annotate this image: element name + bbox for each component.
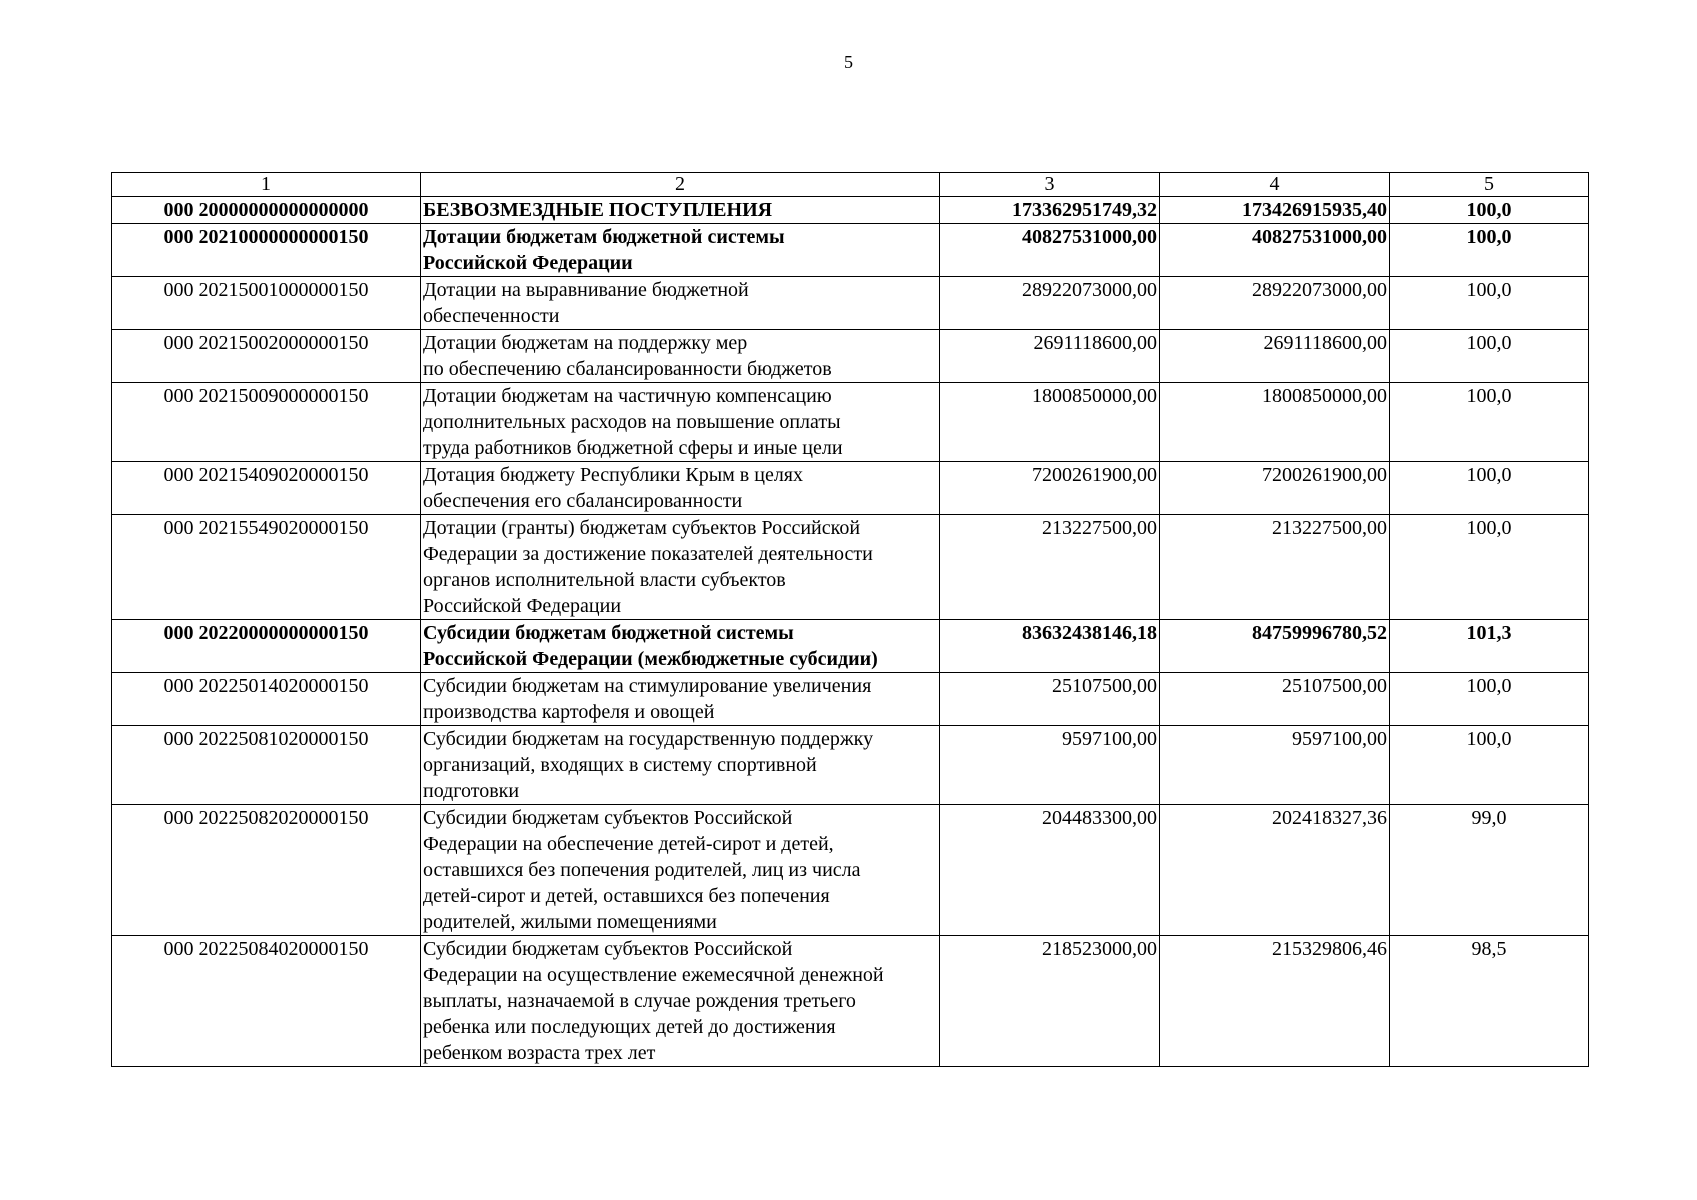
- planned-amount-cell: 2691118600,00: [940, 330, 1160, 383]
- revenue-name-line: по обеспечению сбалансированности бюджетов: [423, 358, 832, 380]
- revenue-name-line: производства картофеля и овощей: [423, 701, 715, 723]
- table-row: [112, 197, 1589, 224]
- budget-code-cell: 000 20210000000000150: [112, 224, 421, 277]
- revenue-name-line: Субсидии бюджетам субъектов Российской: [423, 938, 793, 960]
- execution-percent-cell: 100,0: [1390, 462, 1589, 515]
- planned-amount-cell: 213227500,00: [940, 515, 1160, 620]
- actual-amount-cell: 213227500,00: [1160, 515, 1390, 620]
- revenue-name-line: детей-сирот и детей, оставшихся без попечения: [423, 885, 830, 907]
- table-row: [112, 620, 1589, 673]
- budget-revenue-table: [111, 172, 1589, 1067]
- table-row: [112, 330, 1589, 383]
- table-row: [112, 383, 1589, 462]
- revenue-name-line: Дотации бюджетам на частичную компенсацию: [423, 385, 832, 407]
- actual-amount-cell: 1800850000,00: [1160, 383, 1390, 462]
- planned-amount-cell: 1800850000,00: [940, 383, 1160, 462]
- budget-code-cell: 000 20215409020000150: [112, 462, 421, 515]
- revenue-name-line: Федерации на обеспечение детей-сирот и детей,: [423, 833, 834, 855]
- revenue-name-cell: [421, 277, 940, 330]
- actual-amount-cell: 7200261900,00: [1160, 462, 1390, 515]
- budget-code-cell: 000 20225081020000150: [112, 726, 421, 805]
- execution-percent-cell: 100,0: [1390, 330, 1589, 383]
- revenue-name-cell: [421, 197, 940, 224]
- budget-code-cell: 000 20215002000000150: [112, 330, 421, 383]
- budget-code-cell: 000 20225082020000150: [112, 805, 421, 936]
- revenue-name-line: организаций, входящих в систему спортивной: [423, 754, 817, 776]
- revenue-name-line: Российской Федерации: [423, 595, 622, 617]
- actual-amount-cell: 84759996780,52: [1160, 620, 1390, 673]
- execution-percent-cell: 100,0: [1390, 383, 1589, 462]
- revenue-name-line: Дотации бюджетам бюджетной системы: [423, 226, 785, 248]
- table-row: [112, 277, 1589, 330]
- revenue-name-cell: [421, 383, 940, 462]
- revenue-name-line: Субсидии бюджетам бюджетной системы: [423, 622, 794, 644]
- revenue-name-line: органов исполнительной власти субъектов: [423, 569, 786, 591]
- column-header-actual: 4: [1160, 173, 1390, 197]
- revenue-name-line: Федерации на осуществление ежемесячной денежной: [423, 964, 884, 986]
- budget-code-cell: 000 20225084020000150: [112, 936, 421, 1067]
- revenue-name-cell: [421, 620, 940, 673]
- planned-amount-cell: 9597100,00: [940, 726, 1160, 805]
- table-row: [112, 726, 1589, 805]
- execution-percent-cell: 100,0: [1390, 197, 1589, 224]
- revenue-name-line: выплаты, назначаемой в случае рождения третьего: [423, 990, 856, 1012]
- actual-amount-cell: 28922073000,00: [1160, 277, 1390, 330]
- planned-amount-cell: 25107500,00: [940, 673, 1160, 726]
- column-header-plan: 3: [940, 173, 1160, 197]
- execution-percent-cell: 100,0: [1390, 224, 1589, 277]
- revenue-name-line: подготовки: [423, 780, 520, 802]
- planned-amount-cell: 83632438146,18: [940, 620, 1160, 673]
- revenue-name-line: оставшихся без попечения родителей, лиц из числа: [423, 859, 861, 881]
- table-row: [112, 462, 1589, 515]
- revenue-name-cell: [421, 330, 940, 383]
- table-row: [112, 224, 1589, 277]
- budget-code-cell: 000 20225014020000150: [112, 673, 421, 726]
- revenue-name-line: родителей, жилыми помещениями: [423, 911, 717, 933]
- planned-amount-cell: 173362951749,32: [940, 197, 1160, 224]
- column-header-code: 1: [112, 173, 421, 197]
- revenue-name-line: Дотации (гранты) бюджетам субъектов Российской: [423, 517, 861, 539]
- budget-code-cell: 000 20215549020000150: [112, 515, 421, 620]
- actual-amount-cell: 40827531000,00: [1160, 224, 1390, 277]
- revenue-name-line: дополнительных расходов на повышение оплаты: [423, 411, 841, 433]
- execution-percent-cell: 98,5: [1390, 936, 1589, 1067]
- planned-amount-cell: 40827531000,00: [940, 224, 1160, 277]
- table-row: [112, 805, 1589, 936]
- execution-percent-cell: 100,0: [1390, 277, 1589, 330]
- execution-percent-cell: 100,0: [1390, 515, 1589, 620]
- revenue-name-cell: [421, 726, 940, 805]
- execution-percent-cell: 101,3: [1390, 620, 1589, 673]
- column-header-name: 2: [421, 173, 940, 197]
- planned-amount-cell: 204483300,00: [940, 805, 1160, 936]
- revenue-name-cell: [421, 805, 940, 936]
- revenue-name-line: Российской Федерации: [423, 252, 633, 274]
- budget-code-cell: 000 20220000000000150: [112, 620, 421, 673]
- column-header-percent: 5: [1390, 173, 1589, 197]
- revenue-name-line: Дотации бюджетам на поддержку мер: [423, 332, 748, 354]
- planned-amount-cell: 7200261900,00: [940, 462, 1160, 515]
- actual-amount-cell: 173426915935,40: [1160, 197, 1390, 224]
- revenue-name-line: БЕЗВОЗМЕЗДНЫЕ ПОСТУПЛЕНИЯ: [423, 199, 773, 221]
- revenue-name-line: Российской Федерации (межбюджетные субсидии): [423, 648, 878, 670]
- revenue-name-line: ребенком возраста трех лет: [423, 1042, 656, 1064]
- revenue-name-line: Субсидии бюджетам на стимулирование увеличения: [423, 675, 872, 697]
- revenue-name-cell: [421, 673, 940, 726]
- actual-amount-cell: 202418327,36: [1160, 805, 1390, 936]
- revenue-name-line: обеспечения его сбалансированности: [423, 490, 743, 512]
- revenue-name-line: Федерации за достижение показателей деятельности: [423, 543, 873, 565]
- table-row: [112, 936, 1589, 1067]
- actual-amount-cell: 2691118600,00: [1160, 330, 1390, 383]
- table-header: [112, 173, 1589, 197]
- table-row: [112, 673, 1589, 726]
- column-number-row: [112, 173, 1589, 197]
- budget-code-cell: 000 20215009000000150: [112, 383, 421, 462]
- revenue-name-cell: [421, 515, 940, 620]
- revenue-name-line: Дотации на выравнивание бюджетной: [423, 279, 749, 301]
- execution-percent-cell: 99,0: [1390, 805, 1589, 936]
- budget-code-cell: 000 20215001000000150: [112, 277, 421, 330]
- planned-amount-cell: 218523000,00: [940, 936, 1160, 1067]
- actual-amount-cell: 215329806,46: [1160, 936, 1390, 1067]
- revenue-name-line: труда работников бюджетной сферы и иные цели: [423, 437, 843, 459]
- revenue-name-line: ребенка или последующих детей до достижения: [423, 1016, 836, 1038]
- revenue-name-line: Субсидии бюджетам на государственную поддержку: [423, 728, 874, 750]
- revenue-name-line: Дотация бюджету Республики Крым в целях: [423, 464, 803, 486]
- execution-percent-cell: 100,0: [1390, 726, 1589, 805]
- planned-amount-cell: 28922073000,00: [940, 277, 1160, 330]
- actual-amount-cell: 9597100,00: [1160, 726, 1390, 805]
- revenue-name-cell: [421, 936, 940, 1067]
- page-number: 5: [844, 52, 853, 72]
- budget-code-cell: 000 20000000000000000: [112, 197, 421, 224]
- revenue-name-line: Субсидии бюджетам субъектов Российской: [423, 807, 793, 829]
- revenue-name-cell: [421, 224, 940, 277]
- revenue-name-cell: [421, 462, 940, 515]
- table-body: [112, 197, 1589, 1067]
- revenue-name-line: обеспеченности: [423, 305, 560, 327]
- table-row: [112, 515, 1589, 620]
- actual-amount-cell: 25107500,00: [1160, 673, 1390, 726]
- execution-percent-cell: 100,0: [1390, 673, 1589, 726]
